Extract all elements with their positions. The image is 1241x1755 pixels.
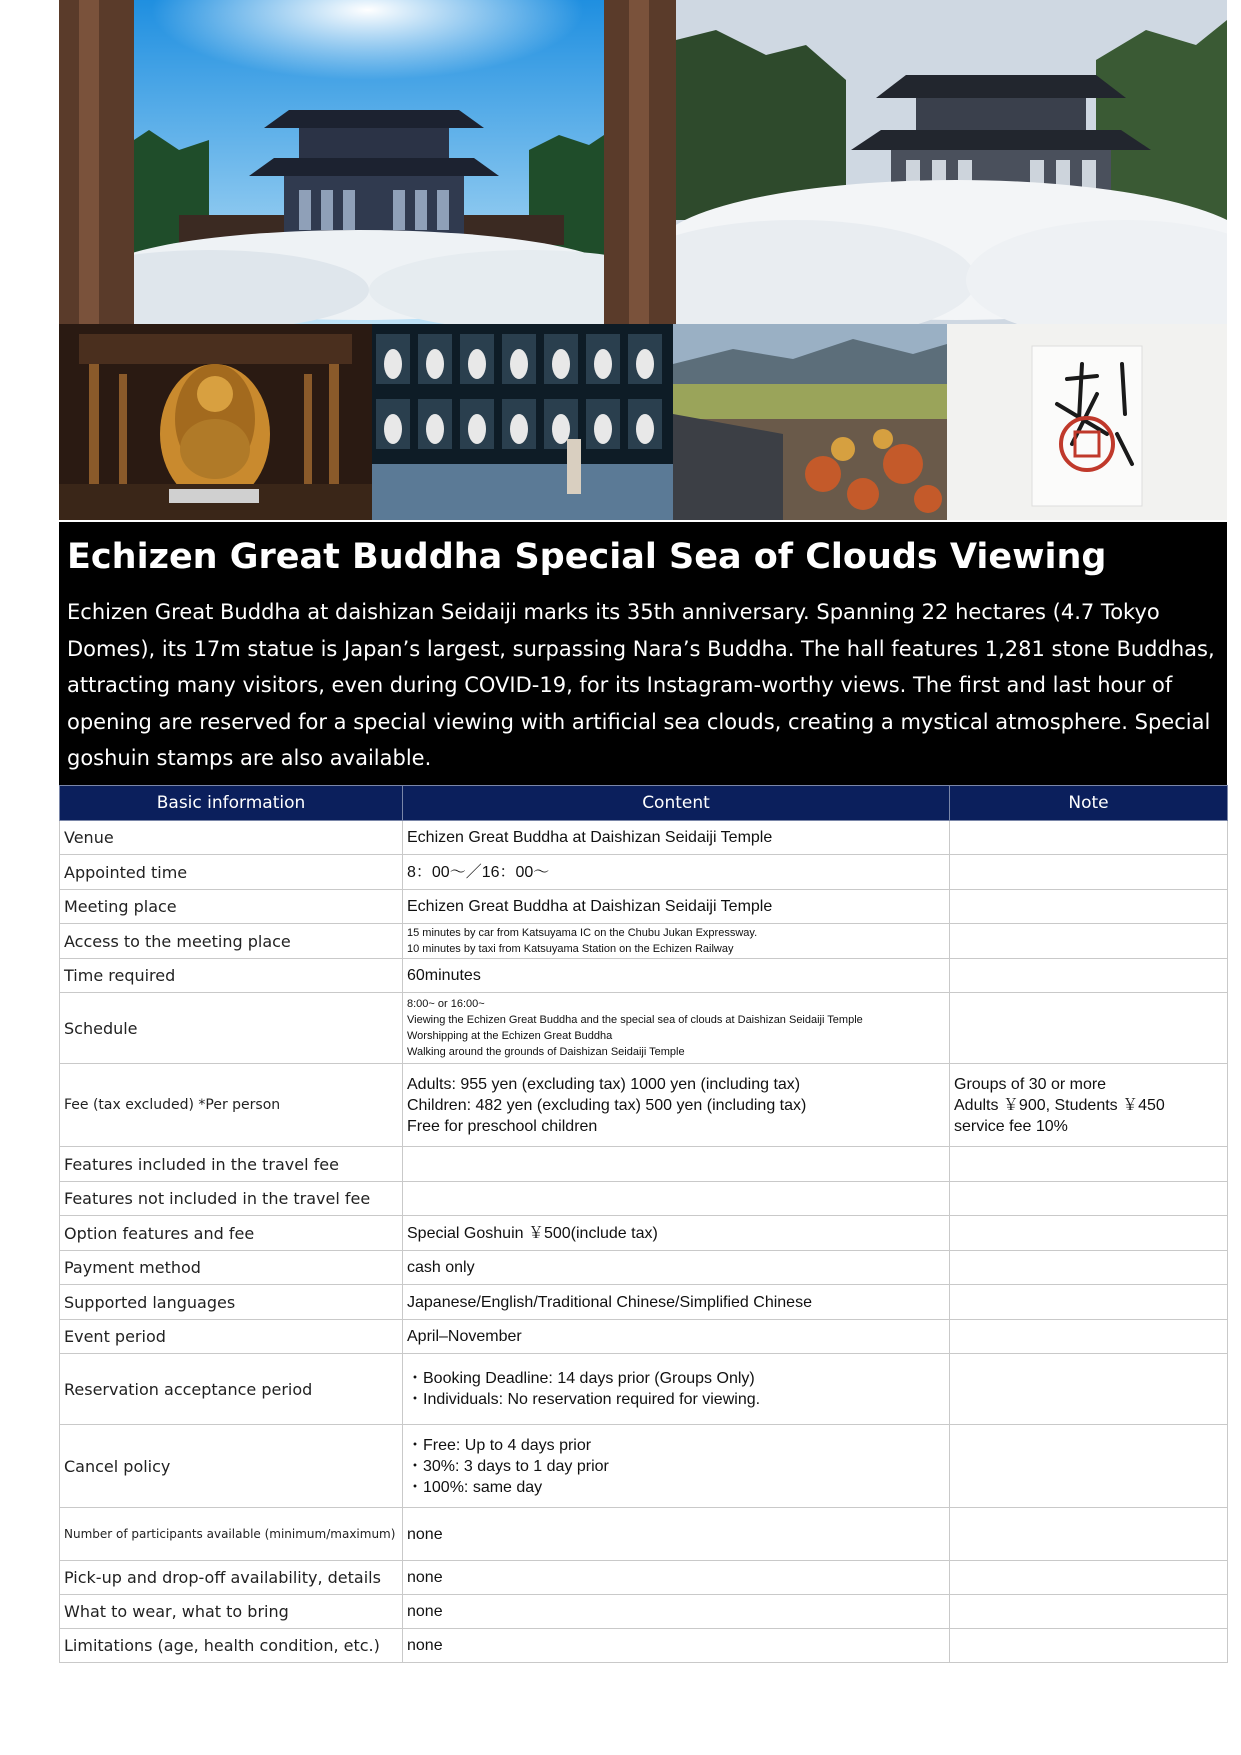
row-note <box>950 1561 1228 1595</box>
table-row <box>60 1629 1228 1663</box>
row-label: Supported languages <box>60 1285 403 1320</box>
row-label: Cancel policy <box>60 1425 403 1508</box>
table-row <box>60 1147 1228 1182</box>
row-label: Fee (tax excluded) *Per person <box>60 1064 403 1147</box>
row-content: none <box>403 1629 950 1663</box>
row-note <box>950 1320 1228 1354</box>
table-row <box>60 1064 1228 1147</box>
row-content: ・Free: Up to 4 days prior ・30%: 3 days to 1 day prior ・100%: same day <box>403 1425 950 1508</box>
table-row <box>60 1320 1228 1354</box>
row-label: Pick-up and drop-off availability, details <box>60 1561 403 1595</box>
row-note <box>950 1425 1228 1508</box>
row-content: 15 minutes by car from Katsuyama IC on the Chubu Jukan Expressway. 10 minutes by taxi from Katsuyama Station on the Echizen Railway <box>403 924 950 959</box>
basic-info-table <box>59 785 1228 1663</box>
row-content: cash only <box>403 1251 950 1285</box>
photo-temple-hall-fog <box>676 0 1227 324</box>
table-row <box>60 1354 1228 1425</box>
row-note <box>950 1508 1228 1561</box>
photo-stone-buddhas <box>372 324 673 520</box>
row-content: none <box>403 1508 950 1561</box>
photo-great-buddha-hall-clouds <box>59 0 676 324</box>
row-note <box>950 1251 1228 1285</box>
row-label: Limitations (age, health condition, etc.) <box>60 1629 403 1663</box>
row-label: Payment method <box>60 1251 403 1285</box>
table-row <box>60 959 1228 993</box>
row-content: Echizen Great Buddha at Daishizan Seidaiji Temple <box>403 821 950 855</box>
row-content: Echizen Great Buddha at Daishizan Seidaiji Temple <box>403 890 950 924</box>
row-content: 8:00~ or 16:00~ Viewing the Echizen Great Buddha and the special sea of clouds at Daishizan Seidaiji Temple Worshipping at the Echizen Great Buddha Walking around the grounds of Daishizan Seidaiji Temple <box>403 993 950 1064</box>
page-title: Echizen Great Buddha Special Sea of Clouds Viewing <box>67 537 1107 577</box>
row-note <box>950 959 1228 993</box>
table-row <box>60 1216 1228 1251</box>
table-row <box>60 1425 1228 1508</box>
row-content: 8：00～／16：00～ <box>403 855 950 890</box>
table-row <box>60 1508 1228 1561</box>
row-note <box>950 1629 1228 1663</box>
table-row <box>60 890 1228 924</box>
row-label: Access to the meeting place <box>60 924 403 959</box>
row-note <box>950 855 1228 890</box>
row-label: Schedule <box>60 993 403 1064</box>
row-note <box>950 993 1228 1064</box>
table-row <box>60 1285 1228 1320</box>
tour-description: Echizen Great Buddha at daishizan Seidaiji marks its 35th anniversary. Spanning 22 hectares (4.7 Tokyo Domes), its 17m statue is Japan’s largest, surpassing Nara’s Buddha. The hall features 1,281 stone Buddhas, attracting many visitors, even during COVID-19, for its Instagram-worthy views. The first and last hour of opening are reserved for a special viewing with artificial sea clouds, creating a mystical atmosphere. Special goshuin stamps are also available. <box>67 600 1215 771</box>
header-note: Note <box>950 786 1228 821</box>
row-note <box>950 1354 1228 1425</box>
row-label: Venue <box>60 821 403 855</box>
table-row <box>60 1595 1228 1629</box>
row-label: Meeting place <box>60 890 403 924</box>
row-label: What to wear, what to bring <box>60 1595 403 1629</box>
row-note <box>950 1285 1228 1320</box>
header-basic-information: Basic information <box>60 786 403 821</box>
table-row <box>60 821 1228 855</box>
row-label: Option features and fee <box>60 1216 403 1251</box>
row-content: Adults: 955 yen (excluding tax) 1000 yen (including tax) Children: 482 yen (excluding tax) 500 yen (including tax) Free for preschool children <box>403 1064 950 1147</box>
row-note <box>950 1147 1228 1182</box>
row-label: Time required <box>60 959 403 993</box>
row-content: ・Booking Deadline: 14 days prior (Groups Only) ・Individuals: No reservation required for viewing. <box>403 1354 950 1425</box>
row-note <box>950 1595 1228 1629</box>
row-content: none <box>403 1595 950 1629</box>
row-content: Japanese/English/Traditional Chinese/Simplified Chinese <box>403 1285 950 1320</box>
header-content: Content <box>403 786 950 821</box>
row-note <box>950 1216 1228 1251</box>
row-note <box>950 1182 1228 1216</box>
table-header-row <box>60 786 1228 821</box>
row-note <box>950 821 1228 855</box>
photo-temple-grounds-aerial <box>673 324 947 520</box>
photo-goshuin-stamp <box>947 324 1227 520</box>
row-content: 60minutes <box>403 959 950 993</box>
table-row <box>60 1561 1228 1595</box>
row-label: Features not included in the travel fee <box>60 1182 403 1216</box>
row-note <box>950 890 1228 924</box>
row-note <box>950 924 1228 959</box>
table-row <box>60 1251 1228 1285</box>
row-label: Appointed time <box>60 855 403 890</box>
row-content: none <box>403 1561 950 1595</box>
row-note: Groups of 30 or more Adults ￥900, Students ￥450 service fee 10% <box>950 1064 1228 1147</box>
row-label: Number of participants available (minimum/maximum) <box>60 1508 403 1561</box>
row-content: Special Goshuin ￥500(include tax) <box>403 1216 950 1251</box>
row-content <box>403 1147 950 1182</box>
row-content <box>403 1182 950 1216</box>
row-label: Reservation acceptance period <box>60 1354 403 1425</box>
photo-great-buddha-statue <box>59 324 372 520</box>
table-row <box>60 924 1228 959</box>
title-banner <box>59 522 1227 785</box>
table-row <box>60 1182 1228 1216</box>
row-content: April–November <box>403 1320 950 1354</box>
row-label: Features included in the travel fee <box>60 1147 403 1182</box>
table-row <box>60 855 1228 890</box>
row-label: Event period <box>60 1320 403 1354</box>
table-row <box>60 993 1228 1064</box>
